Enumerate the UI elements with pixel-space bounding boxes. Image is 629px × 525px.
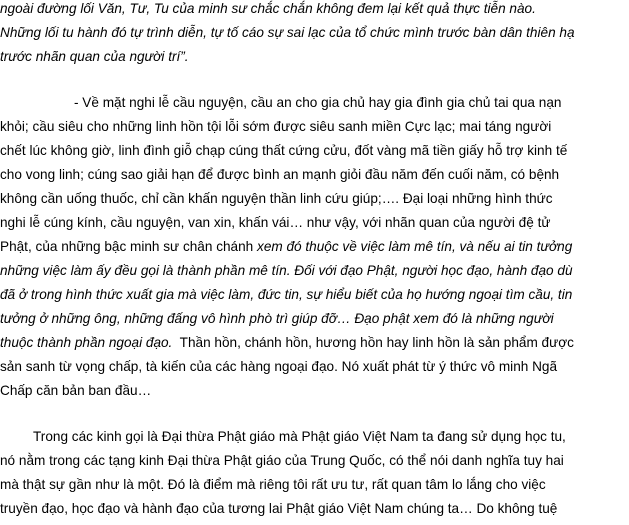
italic-text-segment: những việc làm ấy đều gọi là thành phần mê tín. Đối với đạo Phật, người học đạo, hành đạo dù — [0, 263, 573, 278]
text-line — [0, 286, 572, 306]
italic-text-segment: ngoài đường lối Văn, Tư, Tu của minh sư chắc chắn không đem lại kết quả thực tiễn nào. — [0, 1, 536, 16]
italic-text-segment: đã ở trong hình thức xuất gia mà việc làm, đức tin, sự hiểu biết của họ hướng ngoại tìm cầu, tin — [0, 287, 573, 302]
text-segment: Chấp căn bản ban đầu… — [0, 383, 152, 398]
text-segment: mà thật sự gần như là một. Đó là điểm mà riêng tôi rất ưu tư, rất quan tâm lo lắng cho việc — [0, 477, 546, 492]
text-segment: cho vong linh; cúng sao giải hạn để được bình an mạnh giỏi đầu năm đến cuối năm, có bệnh — [0, 167, 560, 182]
text-segment: khỏi; cầu siêu cho những linh hồn tội lỗi sớm được siêu sanh miền Cực lạc; mai táng người — [0, 119, 552, 134]
text-line — [0, 24, 575, 44]
italic-text-segment: trước nhãn quan của người trí”. — [0, 49, 189, 64]
text-segment: Thần hồn, chánh hồn, hương hồn hay linh hồn là sản phẩm được — [172, 335, 574, 350]
text-line — [0, 452, 564, 472]
text-segment: chết lúc không giờ, linh đình giỗ chạp cúng thất cứng cửu, đốt vàng mã tiền giấy hỗ trợ kinh tế — [0, 143, 568, 158]
text-line — [0, 262, 573, 282]
italic-text-segment: xem đó thuộc về việc làm mê tín, và nếu ai tin tưởng — [257, 239, 573, 254]
text-line — [0, 142, 567, 162]
text-line — [0, 238, 572, 258]
text-line — [74, 94, 561, 114]
text-line — [0, 310, 554, 330]
text-segment: sản sanh từ vọng chấp, tà kiến của các hàng ngoại đạo. Nó xuất phát từ ý thức vô minh Ngã — [0, 359, 558, 374]
text-line — [0, 118, 551, 138]
text-segment: Phật, của những bậc minh sư chân chánh — [0, 239, 258, 254]
text-line — [0, 500, 557, 520]
italic-text-segment: Những lối tu hành đó tự trình diễn, tự tố cáo sự sai lạc của tổ chức mình trước bàn dân thiên hạ — [0, 25, 575, 40]
text-line — [33, 428, 566, 448]
text-line — [0, 214, 550, 234]
text-segment: nó nằm trong các tạng kinh Đại thừa Phật giáo của Trung Quốc, có thể nói danh nghĩa tuy hai — [0, 453, 564, 468]
text-segment: Trong các kinh gọi là Đại thừa Phật giáo mà Phật giáo Việt Nam ta đang sử dụng học tu, — [33, 429, 566, 444]
text-segment: - Về mặt nghi lễ cầu nguyện, cầu an cho gia chủ hay gia đình gia chủ tai qua nạn — [74, 95, 562, 110]
text-line — [0, 358, 557, 378]
text-line — [0, 476, 546, 496]
text-line — [0, 166, 559, 186]
text-segment: không cần uống thuốc, chỉ cần khấn nguyện thần linh cứu giúp;…. Đại loại những hình thức — [0, 191, 553, 206]
text-line — [0, 382, 151, 402]
text-line — [0, 334, 574, 354]
text-segment: nghi lễ cúng kính, cầu nguyện, van xin, khấn vái… như vậy, với nhãn quan của người đệ tử — [0, 215, 551, 230]
italic-text-segment: tưởng ở những ông, những đấng vô hình phò trì giúp đỡ… Đạo phật xem đó là những người — [0, 311, 554, 326]
text-line — [0, 0, 536, 20]
text-line — [0, 190, 553, 210]
text-segment: truyền đạo, học đạo và hành đạo của tương lai Phật giáo Việt Nam chúng ta… Do không tuệ — [0, 501, 558, 516]
italic-text-segment: thuộc thành phần ngoại đạo. — [0, 335, 173, 350]
text-line — [0, 48, 189, 68]
